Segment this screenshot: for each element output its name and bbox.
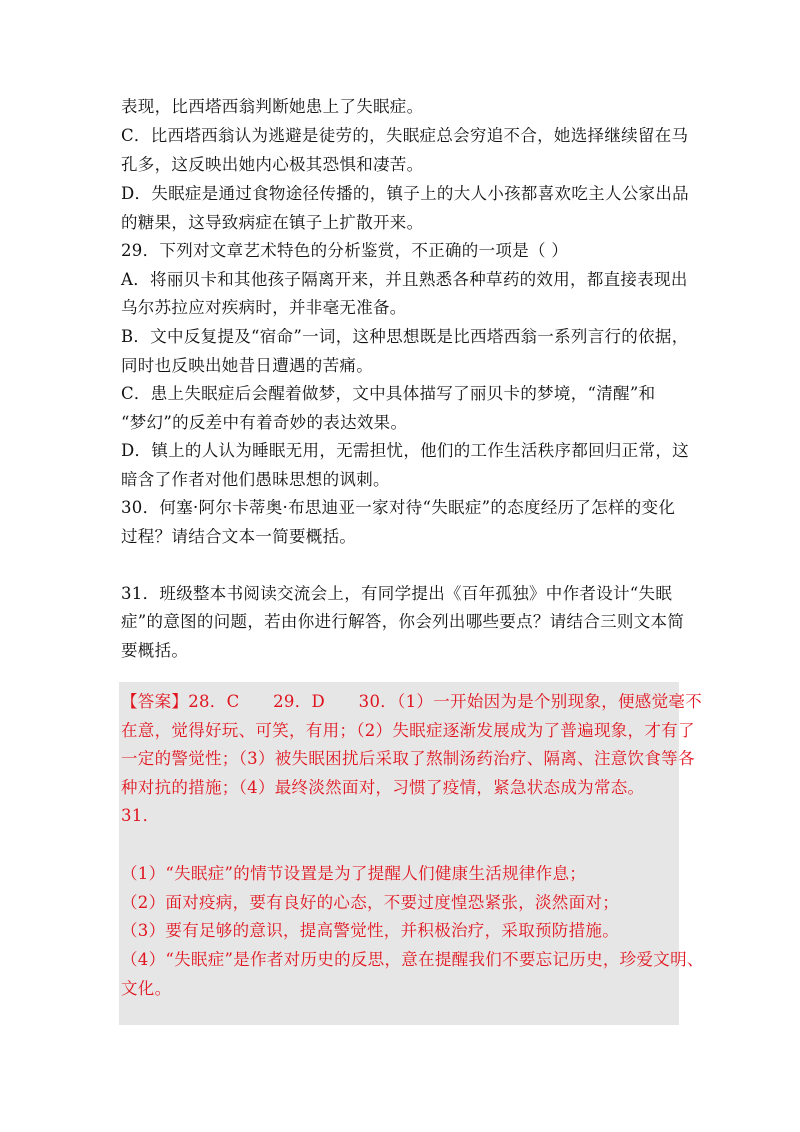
answer-tag: 【答案】 <box>121 692 189 711</box>
option-c-line: C．患上失眠症后会醒着做梦，文中具体描写了丽贝卡的梦境，“清醒”和 <box>121 384 656 403</box>
answer-point: （3）要有足够的意识，提高警觉性，并积极治疗，采取预防措施。 <box>121 921 619 940</box>
question-31-stem: 31．班级整本书阅读交流会上，有同学提出《百年孤独》中作者设计“失眠 <box>121 584 673 603</box>
answer-point: （1）“失眠症”的情节设置是为了提醒人们健康生活规律作息； <box>121 864 587 883</box>
option-a-line: A．将丽贝卡和其他孩子隔离开来，并且熟悉各种草药的效用，都直接表现出 <box>121 270 688 289</box>
text-line: 症”的意图的问题，若由你进行解答，你会列出哪些要点？请结合三则文本简 <box>121 612 685 631</box>
text-line: 过程？请结合文本一简要概括。 <box>121 527 357 546</box>
text-line: “梦幻”的反差中有着奇妙的表达效果。 <box>121 413 408 432</box>
answer-line <box>121 692 702 712</box>
text-line: 孔多，这反映出她内心极其恐惧和凄苦。 <box>121 155 424 174</box>
answer-line-text: 28．C 29．D 30．（1）一开始因为是个别现象，便感觉毫不 <box>188 692 702 711</box>
option-d-line: D．失眠症是通过食物途径传播的，镇子上的大人小孩都喜欢吃主人公家出品 <box>121 184 689 203</box>
answer-31-label: 31． <box>121 806 160 825</box>
answer-line: 在意，觉得好玩、可笑，有用；（2）失眠症逐渐发展成为了普遍现象，才有了 <box>121 721 695 740</box>
text-line: 暗含了作者对他们愚昧思想的讽刺。 <box>121 470 390 489</box>
option-b-line: B．文中反复提及“宿命”一词，这种思想既是比西塔西翁一系列言行的依据， <box>121 327 689 346</box>
question-30-stem: 30．何塞·阿尔卡蒂奥·布思迪亚一家对待“失眠症”的态度经历了怎样的变化 <box>121 498 676 517</box>
answer-line: 一定的警觉性；（3）被失眠困扰后采取了熬制汤药治疗、隔离、注意饮食等各 <box>121 749 695 768</box>
option-c-line: C．比西塔西翁认为逃避是徒劳的，失眠症总会穷追不合，她选择继续留在马 <box>121 126 689 145</box>
answer-point: （4）“失眠症”是作者对历史的反思，意在提醒我们不要忘记历史，珍爱文明、 <box>121 950 704 969</box>
text-line: 表现，比西塔西翁判断她患上了失眠症。 <box>121 97 424 116</box>
question-29-stem: 29．下列对文章艺术特色的分析鉴赏，不正确的一项是（ ） <box>121 241 569 260</box>
text-line: 的糖果，这导致病症在镇子上扩散开来。 <box>121 213 424 232</box>
answer-line: 种对抗的措施；（4）最终淡然面对，习惯了疫情，紧急状态成为常态。 <box>121 778 645 797</box>
option-d-line: D．镇上的人认为睡眠无用，无需担忧，他们的工作生活秩序都回归正常，这 <box>121 441 689 460</box>
answer-point: 文化。 <box>121 979 172 998</box>
text-line: 乌尔苏拉应对疾病时，并非毫无准备。 <box>121 298 407 317</box>
answer-point: （2）面对疫病，要有良好的心态，不要过度惶恐紧张，淡然面对； <box>121 893 619 912</box>
text-line: 同时也反映出她昔日遭遇的苦痛。 <box>121 356 373 375</box>
text-line: 要概括。 <box>121 641 189 660</box>
